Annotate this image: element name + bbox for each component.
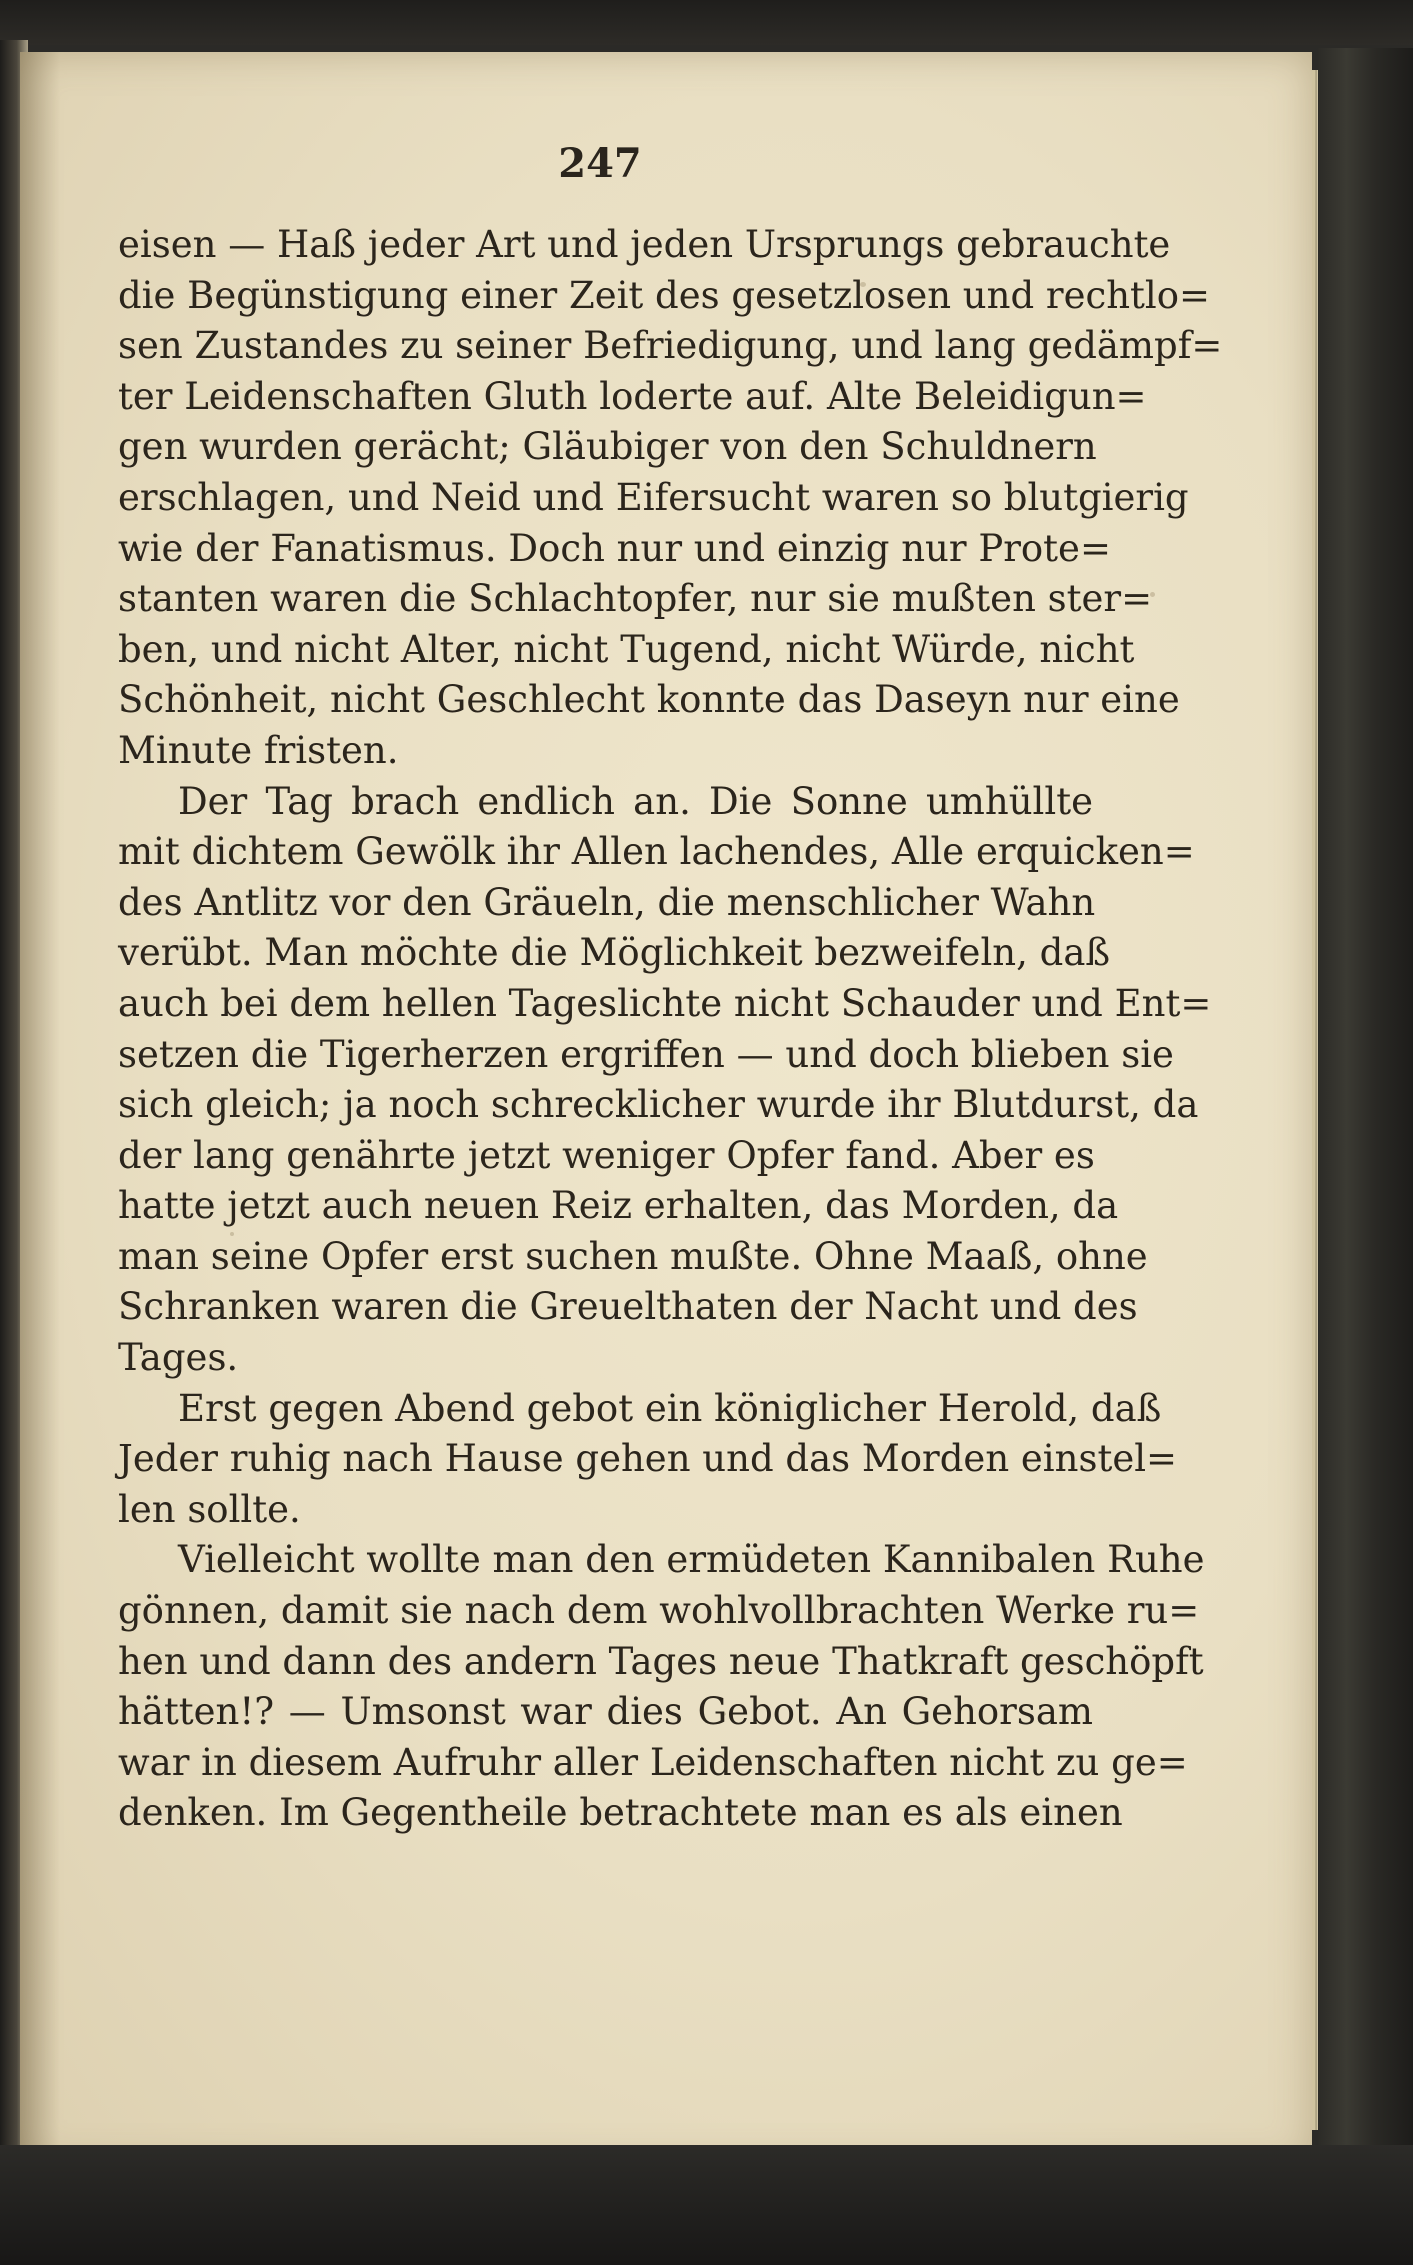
- text-line: Erst gegen Abend gebot ein königlicher Herold, daß: [178, 1386, 1162, 1430]
- text-line: war in diesem Aufruhr aller Leidenschaften nicht zu ge=: [118, 1740, 1188, 1784]
- text-line: gönnen, damit sie nach dem wohlvollbrachten Werke ru=: [118, 1589, 1200, 1633]
- text-line: Schönheit, nicht Geschlecht konnte das Daseyn nur eine: [118, 678, 1180, 722]
- text-line: Der Tag brach endlich an. Die Sonne umhüllte: [178, 779, 1093, 823]
- text-line: sen Zustandes zu seiner Befriedigung, und lang gedämpf=: [118, 324, 1223, 368]
- text-line: Vielleicht wollte man den ermüdeten Kannibalen Ruhe: [178, 1538, 1205, 1582]
- text-line: Jeder ruhig nach Hause gehen und das Morden einstel=: [118, 1437, 1178, 1481]
- text-line: setzen die Tigerherzen ergriffen — und doch blieben sie: [118, 1032, 1174, 1076]
- text-line: Schranken waren die Greuelthaten der Nacht und des: [118, 1285, 1138, 1329]
- page-number: 247: [558, 140, 642, 187]
- text-line: wie der Fanatismus. Doch nur und einzig nur Prote=: [118, 526, 1111, 570]
- book-cover-edge: [1318, 48, 1413, 2265]
- text-line: eisen — Haß jeder Art und jeden Ursprungs gebrauchte: [118, 223, 1171, 266]
- text-line: man seine Opfer erst suchen mußte. Ohne Maaß, ohne: [118, 1234, 1148, 1278]
- text-line: ter Leidenschaften Gluth loderte auf. Alte Beleidigun=: [118, 374, 1147, 418]
- text-line: denken. Im Gegentheile betrachtete man es als einen: [118, 1791, 1123, 1835]
- text-line: gen wurden gerächt; Gläubiger von den Schuldnern: [118, 425, 1097, 469]
- text-line: erschlagen, und Neid und Eifersucht waren so blutgierig: [118, 475, 1189, 519]
- top-shadow: [0, 0, 1413, 45]
- text-line: des Antlitz vor den Gräueln, die menschlicher Wahn: [118, 880, 1096, 924]
- text-line: verübt. Man möchte die Möglichkeit bezweifeln, daß: [118, 931, 1111, 975]
- text-line: die Begünstigung einer Zeit des gesetzlosen und rechtlo=: [118, 273, 1211, 317]
- text-line: ben, und nicht Alter, nicht Tugend, nicht Würde, nicht: [118, 627, 1135, 671]
- text-line: hen und dann des andern Tages neue Thatkraft geschöpft: [118, 1639, 1204, 1683]
- body-text: [118, 220, 1223, 1839]
- gutter-shadow: [20, 52, 60, 2167]
- text-line: len sollte.: [118, 1487, 301, 1531]
- text-line: stanten waren die Schlachtopfer, nur sie mußten ster=: [118, 577, 1153, 621]
- text-line: Minute fristen.: [118, 728, 399, 772]
- text-line: auch bei dem hellen Tageslichte nicht Schauder und Ent=: [118, 981, 1212, 1025]
- text-line: der lang genährte jetzt weniger Opfer fand. Aber es: [118, 1133, 1095, 1177]
- bottom-shadow: [0, 2145, 1413, 2265]
- text-line: mit dichtem Gewölk ihr Allen lachendes, Alle erquicken=: [118, 830, 1195, 874]
- text-line: hätten!? — Umsonst war dies Gebot. An Gehorsam: [118, 1690, 1093, 1734]
- text-line: hatte jetzt auch neuen Reiz erhalten, das Morden, da: [118, 1184, 1119, 1228]
- text-line: Tages.: [118, 1336, 239, 1380]
- text-line: sich gleich; ja noch schrecklicher wurde ihr Blutdurst, da: [118, 1083, 1199, 1127]
